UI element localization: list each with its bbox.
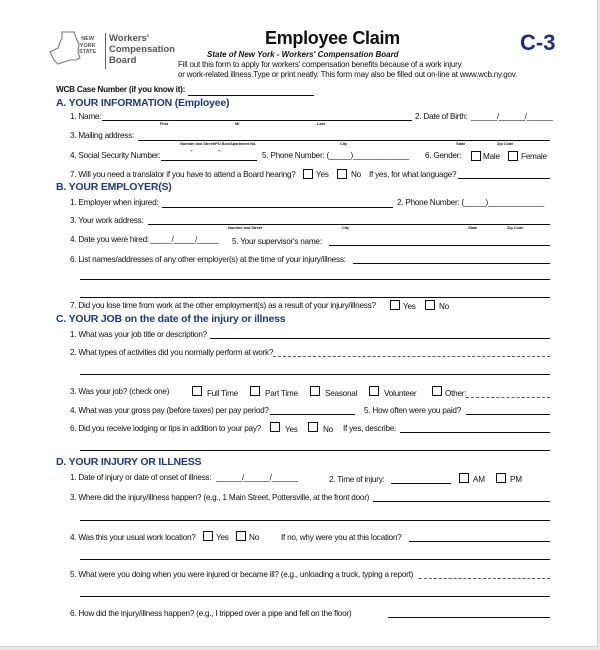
language-field[interactable] xyxy=(458,178,550,179)
gender-male-label: Male xyxy=(483,152,500,161)
form-subtitle: State of New York - Workers' Compensation Board xyxy=(207,50,399,59)
gender-label: 6. Gender: xyxy=(425,151,462,160)
name-sub-first: First xyxy=(160,121,169,126)
why-location-label: If no, why were you at this location? xyxy=(281,533,402,542)
other-employers-field-1[interactable] xyxy=(353,263,550,264)
job-type-seasonal-label: Seasonal xyxy=(325,389,358,398)
injury-where-label: 3. Where did the injury/illness happen? (e.g., 1 Main Street, Pottersville, at the front door) xyxy=(70,493,370,502)
intro-line-1: Fill out this form to apply for workers' compensation benefits because of a work injury xyxy=(178,60,462,69)
section-a-heading: A. YOUR INFORMATION (Employee) xyxy=(56,97,230,109)
lose-time-yes-checkbox[interactable] xyxy=(390,300,400,310)
name-sub-mi: MI xyxy=(235,121,240,126)
new-york-state-map-icon xyxy=(48,30,82,66)
how-label: 6. How did the injury/illness happen? (e.g., I tripped over a pipe and fell on the floor) xyxy=(70,609,352,618)
activities-field-2[interactable] xyxy=(80,374,550,375)
how-field-1[interactable] xyxy=(388,617,550,618)
address-sub-city: City xyxy=(340,141,348,146)
injury-time-am-label: AM xyxy=(473,475,485,484)
job-title-label: 1. What was your job title or description? xyxy=(70,330,207,339)
logo-state-text xyxy=(79,36,96,56)
lose-time-no-label: No xyxy=(439,302,449,311)
job-type-other-checkbox[interactable] xyxy=(432,386,442,396)
usual-location-no-checkbox[interactable] xyxy=(236,531,246,541)
doing-label: 5. What were you doing when you were injured or became ill? (e.g., unloading a truck, typing a report) xyxy=(70,570,414,579)
employer-phone-label[interactable]: 2. Phone Number: (_____)_____________ xyxy=(397,198,544,207)
usual-location-yes-label: Yes xyxy=(216,533,229,542)
translator-no-label: No xyxy=(351,170,361,179)
job-type-seasonal-checkbox[interactable] xyxy=(310,386,320,396)
injury-time-label: 2. Time of injury: xyxy=(329,475,385,484)
translator-yes-label: Yes xyxy=(316,170,329,179)
logo-agency-line-1: Workers' xyxy=(109,33,150,44)
section-b-heading: B. YOUR EMPLOYER(S) xyxy=(56,181,172,193)
usual-location-label: 4. Was this your usual work location? xyxy=(70,533,196,542)
why-location-field-1[interactable] xyxy=(409,541,550,542)
gross-pay-label: 4. What was your gross pay (before taxes) per pay period? xyxy=(70,406,269,415)
translator-label: 7. Will you need a translator if you have to attend a Board hearing? xyxy=(70,170,296,179)
activities-field-1[interactable] xyxy=(273,356,550,357)
lose-time-yes-label: Yes xyxy=(403,302,416,311)
ssn-label: 4. Social Security Number: xyxy=(70,151,161,160)
job-type-part-time-checkbox[interactable] xyxy=(250,386,260,396)
dob-label: 2. Date of Birth: xyxy=(415,112,468,121)
dob-field[interactable]: ______/______/______ xyxy=(471,112,553,121)
case-number-label: WCB Case Number (if you know it): xyxy=(56,85,186,94)
logo-agency-line-3: Board xyxy=(109,55,137,66)
work-address-sub-zip: Zip Code xyxy=(507,225,524,230)
work-address-sub-state: State xyxy=(468,225,478,230)
job-type-label: 3. Was your job? (check one) xyxy=(70,387,170,396)
other-employers-field-3[interactable] xyxy=(80,297,550,298)
work-address-label: 3. Your work address: xyxy=(70,216,144,225)
logo-agency-name xyxy=(109,33,175,66)
why-location-field-2[interactable] xyxy=(80,559,550,560)
supervisor-label: 5. Your supervisor's name: xyxy=(232,237,322,246)
address-sub-state: State xyxy=(456,141,466,146)
form-id: C-3 xyxy=(520,30,556,55)
hired-field[interactable]: _____/_____/_____ xyxy=(150,235,219,244)
intro-line-2: or work-related illness.Type or print neatly. This form may also be filled out on-line at www.wcb.ny.gov. xyxy=(178,70,518,79)
job-title-field[interactable] xyxy=(210,338,550,339)
activities-label: 2. What types of activities did you normally perform at work? xyxy=(70,348,274,357)
work-address-sub-city: City xyxy=(342,225,350,230)
injury-time-field[interactable] xyxy=(391,483,451,484)
job-type-volunteer-label: Volunteer xyxy=(384,389,417,398)
address-sub-street: Number and Street/PO Box/Apartment No. xyxy=(180,141,257,146)
address-sub-zip: Zip Code xyxy=(497,141,514,146)
case-number-field[interactable] xyxy=(188,95,314,96)
lose-time-label: 7. Did you lose time from work at the other employment(s) as a result of your injury/illness? xyxy=(70,301,376,310)
lodging-describe-label: If yes, describe: xyxy=(343,424,397,433)
lodging-describe-field-2[interactable] xyxy=(80,450,550,451)
lodging-label: 6. Did you receive lodging or tips in addition to your pay? xyxy=(70,424,261,433)
logo-state-line-3: STATE xyxy=(79,49,97,55)
name-label: 1. Name: xyxy=(70,112,102,121)
doing-field-2[interactable] xyxy=(80,596,550,597)
job-type-other-label: Other: xyxy=(445,389,467,398)
job-type-other-field[interactable] xyxy=(466,397,550,398)
gender-male-checkbox[interactable] xyxy=(471,151,481,161)
job-type-full-time-label: Full Time xyxy=(207,389,238,398)
name-sub-last: Last xyxy=(317,121,325,126)
lodging-describe-field[interactable] xyxy=(400,432,550,433)
employer-label: 1. Employer when injured: xyxy=(70,198,159,207)
job-type-full-time-checkbox[interactable] xyxy=(192,386,202,396)
language-label: If yes, for what language? xyxy=(369,170,457,179)
lose-time-no-checkbox[interactable] xyxy=(425,300,435,310)
injury-time-pm-checkbox[interactable] xyxy=(496,473,506,483)
logo-state-line-1: NEW xyxy=(81,36,95,42)
employer-field[interactable] xyxy=(162,207,393,208)
translator-no-checkbox[interactable] xyxy=(337,169,347,179)
gender-female-label: Female xyxy=(521,152,547,161)
pay-frequency-label: 5. How often were you paid? xyxy=(364,406,462,415)
injury-time-am-checkbox[interactable] xyxy=(459,473,469,483)
ssn-dash-1: - xyxy=(190,146,193,155)
mailing-address-label: 3. Mailing address: xyxy=(70,131,134,140)
usual-location-yes-checkbox[interactable] xyxy=(203,531,213,541)
gender-female-checkbox[interactable] xyxy=(508,151,518,161)
supervisor-field[interactable] xyxy=(329,245,550,246)
lodging-no-label: No xyxy=(323,425,333,434)
usual-location-no-label: No xyxy=(249,533,259,542)
other-employers-label: 6. List names/addresses of any other employer(s) at the time of your injury/illness: xyxy=(70,255,346,264)
injury-date-label: 1. Date of injury or date of onset of illness: xyxy=(70,473,212,482)
form-title: Employee Claim xyxy=(265,28,400,48)
injury-where-field-2[interactable] xyxy=(80,520,550,521)
injury-where-field-1[interactable] xyxy=(373,501,550,502)
logo-agency-line-2: Compensation xyxy=(109,44,175,55)
translator-yes-checkbox[interactable] xyxy=(303,169,313,179)
logo-divider xyxy=(105,33,106,69)
other-employers-field-2[interactable] xyxy=(80,279,550,280)
ssn-dash-2: - xyxy=(218,146,221,155)
logo-state-line-2: YORK xyxy=(79,42,96,49)
section-d-heading: D. YOUR INJURY OR ILLNESS xyxy=(56,456,202,468)
lodging-yes-label: Yes xyxy=(285,425,298,434)
lodging-yes-checkbox[interactable] xyxy=(270,422,280,432)
job-type-part-time-label: Part Time xyxy=(265,389,298,398)
section-c-heading: C. YOUR JOB on the date of the injury or illness xyxy=(56,313,286,325)
gross-pay-field[interactable] xyxy=(270,414,355,415)
ssn-field[interactable] xyxy=(161,160,257,161)
name-field[interactable] xyxy=(102,120,412,121)
doing-field-1[interactable] xyxy=(419,578,550,579)
job-type-volunteer-checkbox[interactable] xyxy=(369,386,379,396)
employee-phone-label[interactable]: 5. Phone Number: (_____)_____________ xyxy=(262,151,409,160)
work-address-sub-street: Number and Street xyxy=(228,225,263,230)
injury-date-field[interactable]: ______/______/______ xyxy=(216,473,298,482)
hired-label: 4. Date you were hired: xyxy=(70,235,149,244)
injury-time-pm-label: PM xyxy=(510,475,522,484)
pay-frequency-field[interactable] xyxy=(466,414,550,415)
lodging-no-checkbox[interactable] xyxy=(308,422,318,432)
